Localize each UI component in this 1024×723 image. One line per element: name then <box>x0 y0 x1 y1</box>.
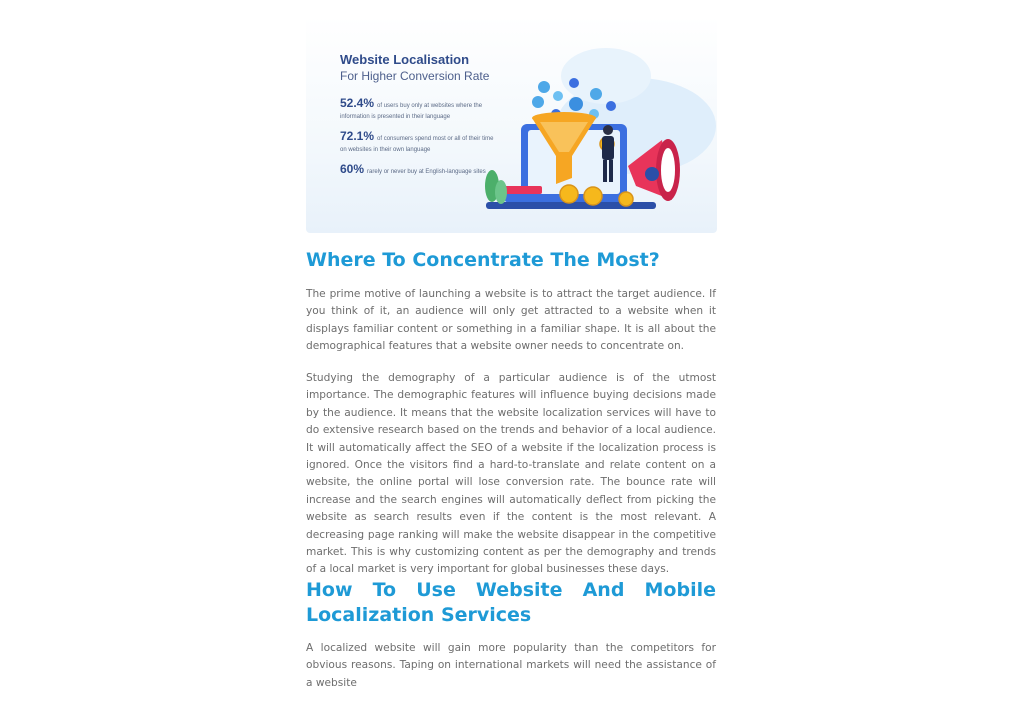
stat-value: 72.1% <box>340 129 375 143</box>
paragraph: The prime motive of launching a website is to attract the target audience. If you think of it, an audience will only get attracted to a website when it displays familiar content or something in a familiar shape. It is all about the demographical features that a website owner needs to concentrate on. <box>306 288 716 353</box>
section-heading: How To Use Website And Mobile Localization Services <box>306 579 716 626</box>
bubble-background <box>561 48 651 104</box>
books-icon <box>502 186 543 202</box>
stat-text: of users buy only at websites where the information is presented in their language <box>340 103 483 120</box>
infographic-subtitle: For Higher Conversion Rate <box>340 69 490 83</box>
infographic-title: Website Localisation <box>340 52 470 67</box>
paragraph: Studying the demography of a particular audience is of the utmost importance. The demographic features will influence buying decisions made by the audience. It means that the website localization services will have to do extensive research based on the trends and behavior of a local audience. It will automatically affect the SEO of a website if the localization process is ignored. Once the visitors find a hard-to-translate and relate content on a website, the online portal will lose conversion rate. The bounce rate will increase and the search engines will automatically deflect from picking the website as search results even if the content is the most relevant. A decreasing page ranking will make the website disappear in the competitive market. This is why customizing content as per the demography and trends of a local market is very important for global businesses these days. <box>306 372 716 576</box>
paragraph: A localized website will gain more popularity than the competitors for obvious reasons. Taping on international markets will need the assistance of a website <box>306 642 716 689</box>
stat-value: 60% <box>340 162 365 176</box>
infographic-illustration <box>306 16 717 233</box>
plant-icon <box>485 170 507 204</box>
localisation-infographic <box>306 16 717 233</box>
section-heading: Where To Concentrate The Most? <box>306 249 660 271</box>
stat-text: of consumers spend most or all of their time on websites in their own language <box>340 136 494 153</box>
stat-value: 52.4% <box>340 96 375 110</box>
stat-text: rarely or never buy at English-language sites <box>367 169 486 175</box>
